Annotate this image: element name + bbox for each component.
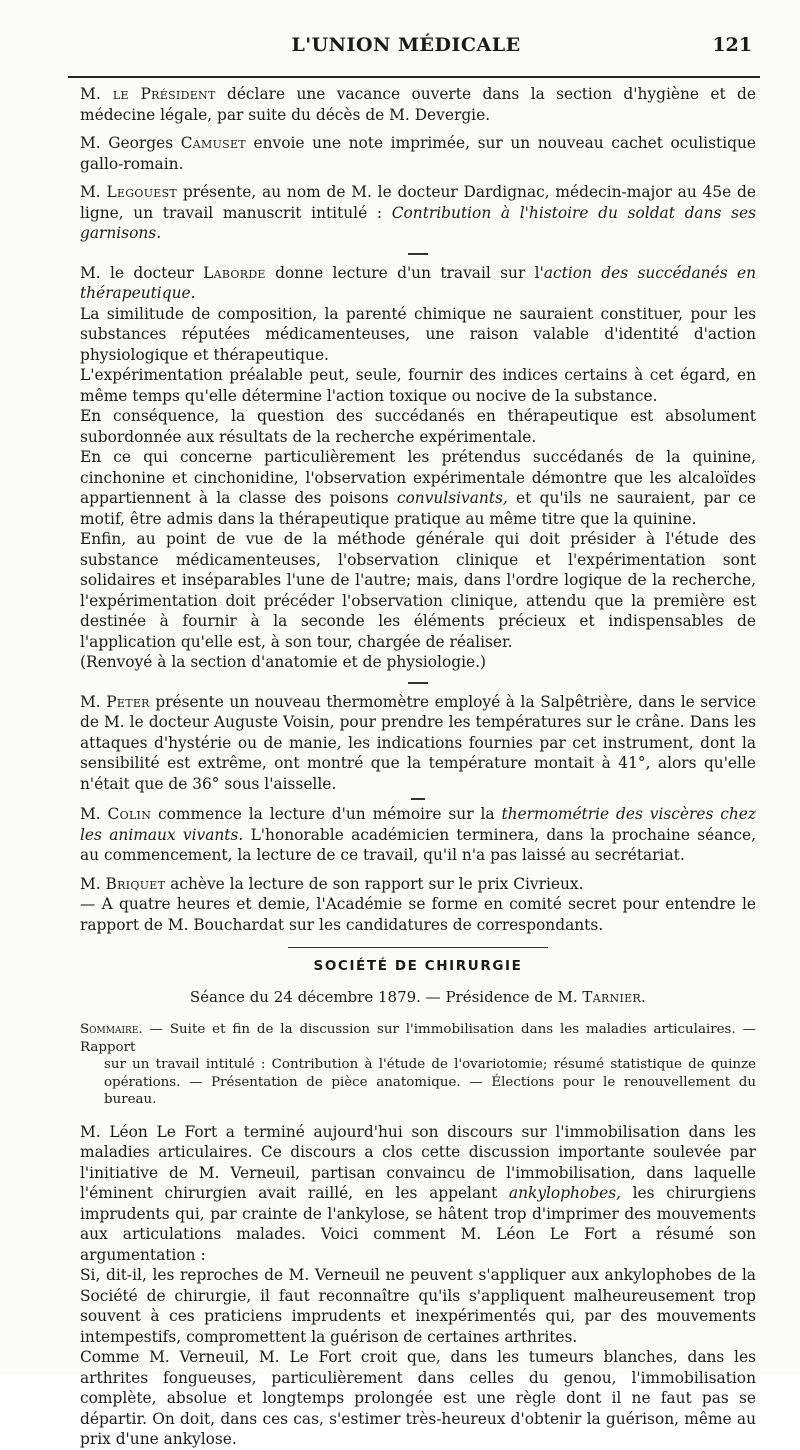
paragraph-lefort: M. Léon Le Fort a terminé aujourd'hui son discours sur l'immobilisation dans les maladies articulaires. Ce discours a clos cette discussion importante soulevée par l'initiative de M. Verneuil, partisan convaincu de l'immobilisation, dans laquelle l'éminent chirurgien avait raillé, en les appelant ankylophobes, les chirurgiens imprudents qui, par crainte de l'ankylose, se hâtent trop d'imprimer des mouvements aux articulations malades. Voici comment M. Léon Le Fort a résumé son argumentation : (80, 1122, 756, 1264)
work-title: thermométrie des viscères chez les animaux vivants. (80, 805, 756, 844)
speaker-name: Peter (106, 692, 150, 711)
session-line: Séance du 24 décembre 1879. — Présidence de M. Tarnier. (189, 987, 647, 1006)
paragraph-briquet: M. Briquet achève la lecture de son rapport sur le prix Civrieux. (80, 874, 584, 893)
paragraph-text: Enfin, au point de vue de la méthode générale qui doit présider à l'étude des substance médicamenteuses, l'observation clinique et l'expérimentation sont solidaires et inséparables l'une de l'autre; mais, dans l'ordre logique de la recherche, l'expérimentation doit précéder l'observation clinique, attendu que la première est destinée à fournir à la seconde les éléments précieux et indispensables de l'application qu'elle est, à son tour, chargée de réaliser. (80, 530, 756, 651)
paragraph-laborde: M. le docteur Laborde donne lecture d'un travail sur l'action des succédanés en thérapeutique. (80, 263, 756, 302)
work-title: Contribution à l'histoire du soldat dans ses garnisons. (80, 203, 756, 242)
speaker-name: Briquet (105, 874, 166, 893)
section-title: SOCIÉTÉ DE CHIRURGIE (313, 958, 523, 974)
page-header (60, 30, 752, 60)
speaker-name: M. le Président (80, 85, 216, 103)
paragraph-text: La similitude de composition, la parenté chimique ne sauraient constituer, pour les substances réputées médicamenteuses, une raison valable d'identité d'action physiologique et thérapeutique. (80, 304, 756, 364)
speaker-name: Colin (107, 805, 152, 823)
article-body (80, 80, 756, 1450)
separator-dash (411, 798, 425, 800)
paragraph-peter: M. Peter présente un nouveau thermomètre employé à la Salpêtrière, dans le service de M. le docteur Auguste Voisin, pour prendre les températures sur le crâne. Dans les attaques d'hystérie ou de manie, les indications fournies par cet instrument, dont la sensibilité est extrême, ont montré que la température montait à 41°, alors qu'elle n'était que de 36° sous l'aisselle. (80, 692, 756, 793)
paragraph-text: En conséquence, la question des succédanés en thérapeutique est absolument subordonnée aux résultats de la recherche expérimentale. (80, 407, 756, 446)
separator-dash (408, 682, 428, 684)
summary-lead: Sommaire. (80, 1022, 143, 1037)
paragraph-comite: — A quatre heures et demie, l'Académie se forme en comité secret pour entendre le rapport de M. Bouchardat sur les candidatures de correspondants. (80, 895, 756, 934)
president-name: Tarnier. (582, 987, 647, 1006)
section-rule (288, 947, 548, 948)
speaker-name: Legouest (106, 183, 178, 201)
paragraph-legouest: M. Legouest présente, au nom de M. le docteur Dardignac, médecin-major au 45e de ligne, un travail manuscrit intitulé : Contribution à l'histoire du soldat dans ses garnisons. (80, 183, 756, 242)
work-title: action des succédanés en thérapeutique. (80, 263, 756, 302)
referral-note: (Renvoyé à la section d'anatomie et de physiologie.) (80, 653, 486, 671)
separator-dash (408, 253, 428, 255)
running-title: L'UNION MÉDICALE (291, 34, 521, 56)
paragraph-text: L'expérimentation préalable peut, seule, fournir des indices certains à cet égard, en même temps qu'elle détermine l'action toxique ou nocive de la substance. (80, 366, 756, 405)
header-rule (68, 76, 760, 78)
paragraph-colin: M. Colin commence la lecture d'un mémoire sur la thermométrie des viscères chez les animaux vivants. L'honorable académicien terminera, dans la prochaine séance, au commencement, la lecture de ce travail, qu'il n'a pas laissé au secrétariat. (80, 805, 756, 864)
summary-rest: sur un travail intitulé : Contribution à l'étude de l'ovariotomie; résumé statistique de quinze opérations. — Présentation de pièce anatomique. — Élections pour le renouvellement du bureau. (104, 1057, 756, 1107)
paragraph-text: Si, dit-il, les reproches de M. Verneuil ne peuvent s'appliquer aux ankylophobes de la Société de chirurgie, il faut reconnaître qu'ils s'appliquent malheureusement trop souvent à ces praticiens imprudents et inexpérimentés qui, par des mouvements intempestifs, compromettent la guérison de certaines arthrites. (80, 1266, 756, 1346)
paragraph-president: M. le Président déclare une vacance ouverte dans la section d'hygiène et de médecine légale, par suite du décès de M. Devergie. (80, 85, 756, 124)
paragraph-text: Comme M. Verneuil, M. Le Fort croit que, dans les tumeurs blanches, dans les arthrites fongueuses, particulièrement dans celles du genou, l'immobilisation complète, absolue et longtemps prolongée est une règle dont il ne faut pas se départir. On doit, dans ces cas, s'estimer très-heureux d'obtenir la guérison, même au prix d'une ankylose. (80, 1348, 756, 1448)
speaker-name: Laborde (203, 263, 266, 282)
paragraph-camuset: M. Georges Camuset envoie une note imprimée, sur un nouveau cachet oculistique gallo-romain. (80, 134, 756, 173)
summary-block: Sommaire. — Suite et fin de la discussion sur l'immobilisation dans les maladies articulaires. — Rapport sur un travail intitulé : Contribution à l'étude de l'ovariotomie; résumé statistique de quinze opérations. — Présentation de pièce anatomique. — Élections pour le renouvellement du bureau. (80, 1022, 756, 1107)
speaker-name: Camuset (180, 134, 246, 152)
paragraph-text: En ce qui concerne particulièrement les prétendus succédanés de la quinine, cinchonine et cinchonidine, l'observation expérimentale démontre que les alcaloïdes appartiennent à la classe des poisons convulsivants, et qu'ils ne sauraient, par ce motif, être admis dans la thérapeutique pratique au même titre que la quinine. (80, 448, 756, 528)
page-number: 121 (712, 34, 752, 56)
